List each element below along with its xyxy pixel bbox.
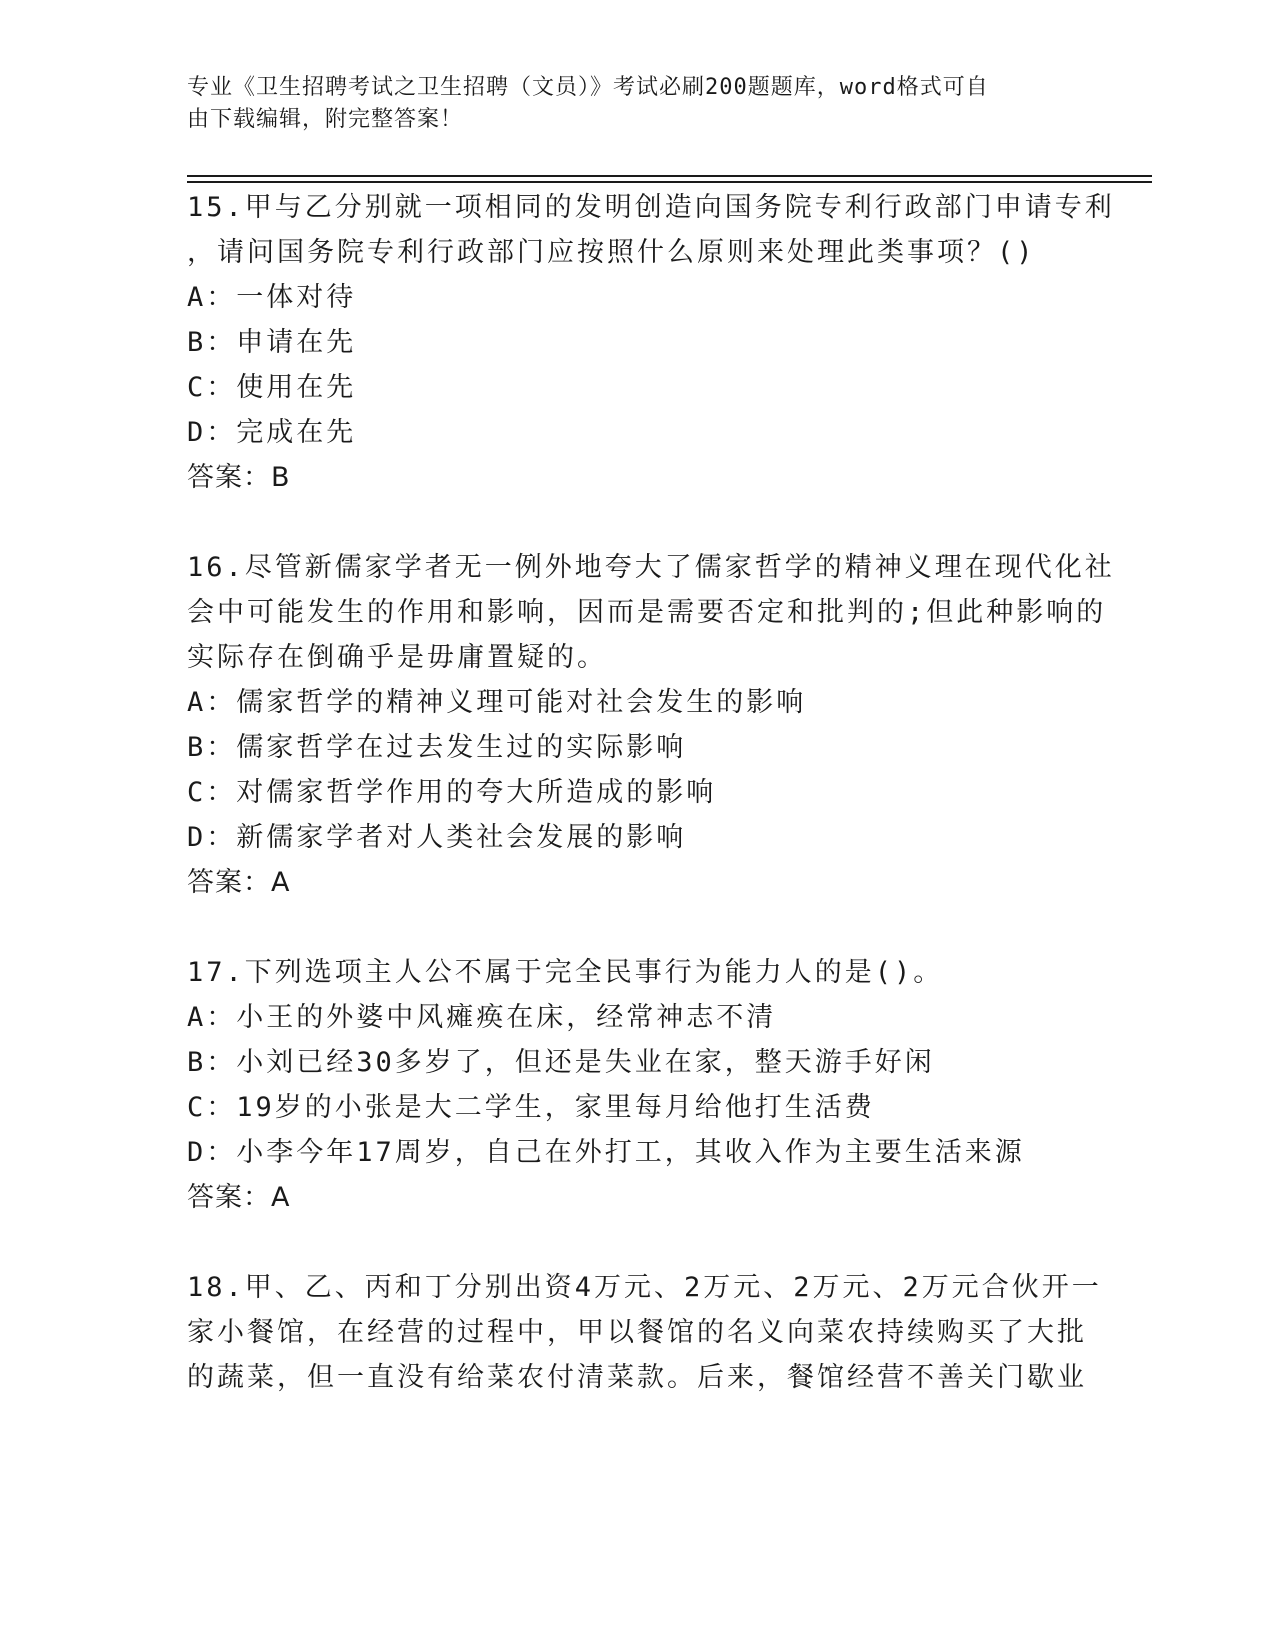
question-stem-line: ，请问国务院专利行政部门应按照什么原则来处理此类事项？() xyxy=(187,237,1036,268)
option-b: B：儒家哲学在过去发生过的实际影响 xyxy=(187,732,687,763)
option-d: D：新儒家学者对人类社会发展的影响 xyxy=(187,822,687,853)
option-d: D：完成在先 xyxy=(187,417,357,448)
answer-line: 答案：A xyxy=(187,867,291,898)
answer-line: 答案：A xyxy=(187,1182,291,1213)
document-header xyxy=(187,72,1067,136)
option-a: A：一体对待 xyxy=(187,282,357,313)
option-a: A：儒家哲学的精神义理可能对社会发生的影响 xyxy=(187,687,807,718)
question-list xyxy=(187,185,1115,1400)
option-c: C：使用在先 xyxy=(187,372,357,403)
question-stem-line: 的蔬菜，但一直没有给菜农付清菜款。后来，餐馆经营不善关门歇业 xyxy=(187,1362,1087,1393)
question-18 xyxy=(187,1265,1102,1400)
question-17 xyxy=(187,950,1087,1220)
header-line-1: 专业《卫生招聘考试之卫生招聘（文员）》考试必刷200题题库，word格式可自 xyxy=(187,75,989,100)
header-rule-top xyxy=(187,175,1152,177)
option-c: C：19岁的小张是大二学生，家里每月给他打生活费 xyxy=(187,1092,875,1123)
option-b: B：小刘已经30多岁了，但还是失业在家，整天游手好闲 xyxy=(187,1047,935,1078)
question-stem-line: 实际存在倒确乎是毋庸置疑的。 xyxy=(187,642,607,673)
header-line-2: 由下载编辑，附完整答案！ xyxy=(187,107,464,132)
question-stem-line: 会中可能发生的作用和影响，因而是需要否定和批判的;但此种影响的 xyxy=(187,597,1107,628)
question-stem-line: 16.尽管新儒家学者无一例外地夸大了儒家哲学的精神义理在现代化社 xyxy=(187,552,1115,583)
option-c: C：对儒家哲学作用的夸大所造成的影响 xyxy=(187,777,717,808)
option-a: A：小王的外婆中风瘫痪在床，经常神志不清 xyxy=(187,1002,777,1033)
question-stem-line: 18.甲、乙、丙和丁分别出资4万元、2万元、2万元、2万元合伙开一 xyxy=(187,1272,1102,1303)
header-rule-bottom xyxy=(187,181,1152,183)
question-16 xyxy=(187,545,1115,905)
question-stem-line: 17.下列选项主人公不属于完全民事行为能力人的是()。 xyxy=(187,957,944,988)
question-stem-line: 15.甲与乙分别就一项相同的发明创造向国务院专利行政部门申请专利 xyxy=(187,192,1115,223)
answer-line: 答案：B xyxy=(187,462,291,493)
option-b: B：申请在先 xyxy=(187,327,357,358)
option-d: D：小李今年17周岁，自己在外打工，其收入作为主要生活来源 xyxy=(187,1137,1025,1168)
question-15 xyxy=(187,185,1115,500)
question-stem-line: 家小餐馆，在经营的过程中，甲以餐馆的名义向菜农持续购买了大批 xyxy=(187,1317,1087,1348)
